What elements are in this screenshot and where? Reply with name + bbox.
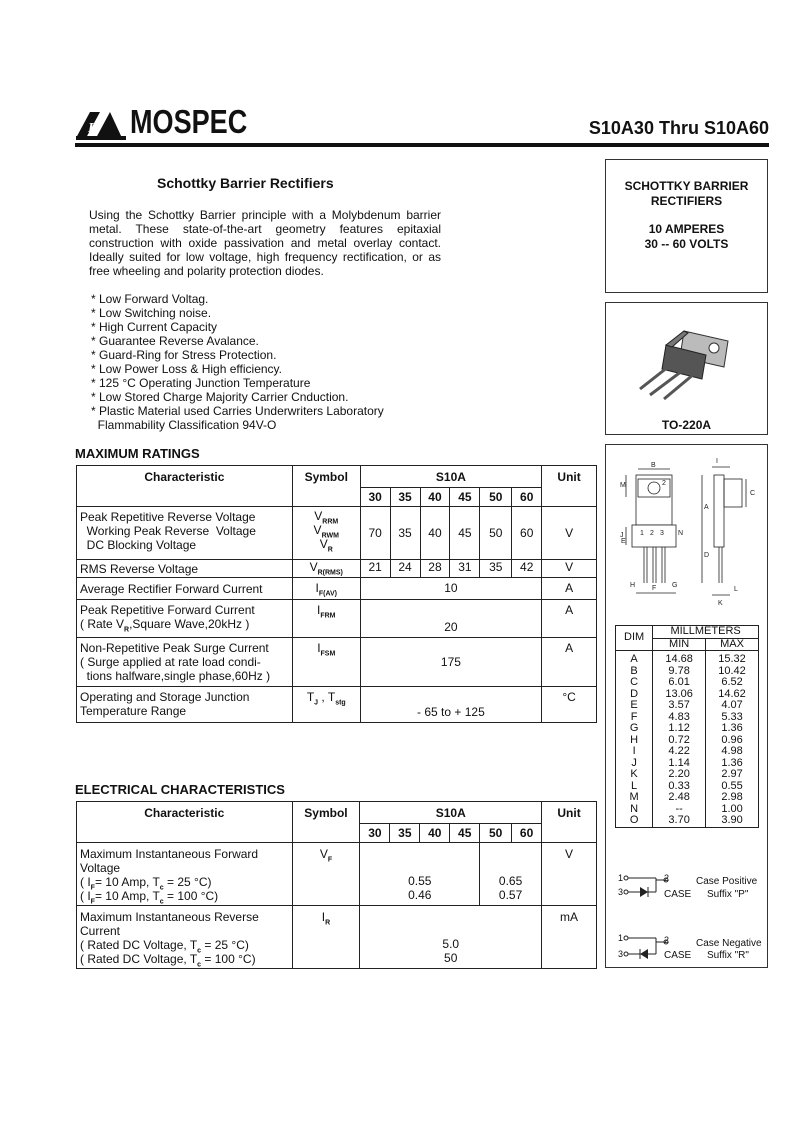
feature-item: * Guarantee Reverse Avalance.	[91, 334, 259, 348]
feature-item: * High Current Capacity	[91, 320, 218, 334]
dim-min: 0.72	[653, 735, 706, 747]
value-cell: 0.55	[408, 874, 432, 888]
characteristic-text: Non-Repetitive Peak Surge Current	[80, 641, 269, 655]
dim-max: 5.33	[706, 712, 759, 724]
svg-text:K: K	[718, 600, 723, 607]
unit-cell: A	[542, 638, 597, 687]
value-cell: 0.65	[498, 874, 523, 888]
value-cell: 5.0	[442, 937, 460, 951]
variant-header: 40	[420, 824, 450, 843]
dim-min: 1.12	[653, 723, 706, 735]
symbol-subscript: FSM	[320, 650, 336, 658]
symbol-text: , T	[318, 690, 336, 704]
symbol-text: I	[321, 910, 326, 924]
table-row	[77, 843, 597, 906]
condition-text: = 10 Amp, T	[94, 875, 160, 889]
pin-label: 2	[664, 873, 670, 883]
symbol-subscript: c	[197, 961, 202, 969]
part-range-title: S10A30 Thru S10A60	[588, 118, 769, 138]
suffix-p-label: Suffix "P"	[707, 889, 749, 900]
dim-min: 0.33	[653, 781, 706, 793]
dim-min: 2.48	[653, 792, 706, 804]
variant-header: 30	[360, 488, 390, 507]
variant-header: 50	[480, 824, 512, 843]
value-cell: - 65 to + 125	[360, 687, 542, 723]
page-title: Schottky Barrier Rectifiers	[157, 175, 334, 191]
mospec-logo-icon	[76, 108, 126, 140]
dimension-row	[616, 746, 759, 758]
dim-max: 1.36	[706, 723, 759, 735]
dimension-row	[616, 700, 759, 712]
svg-text:3: 3	[660, 530, 664, 537]
table-row	[77, 578, 597, 600]
millimeters-header: MILLMETERS	[653, 626, 759, 639]
characteristic-text: Operating and Storage Junction	[80, 690, 250, 704]
characteristic-text: ,Square Wave,20kHz )	[129, 617, 250, 631]
unit-cell: A	[542, 578, 597, 600]
pin-label: 1	[618, 873, 624, 883]
condition-text: ( Rated DC Voltage, T	[80, 938, 198, 952]
dim-max: 6.52	[706, 677, 759, 689]
condition-text: = 25 °C)	[163, 875, 212, 889]
dim-min: 13.06	[653, 689, 706, 701]
table-row	[77, 507, 597, 560]
characteristic-text: Working Peak Reverse Voltage	[80, 524, 256, 538]
feature-item: * Low Power Loss & High efficiency.	[91, 362, 282, 376]
dim-letter: L	[616, 781, 653, 793]
dim-letter: N	[616, 804, 653, 816]
dim-max: 2.97	[706, 769, 759, 781]
feature-list	[91, 292, 384, 432]
dim-min: 9.78	[653, 666, 706, 678]
value-cell: 35	[390, 507, 420, 560]
package-outline-diagram	[606, 445, 767, 615]
summary-box	[605, 159, 768, 293]
variant-header: 30	[360, 824, 390, 843]
dim-letter: J	[616, 758, 653, 770]
svg-text:M: M	[620, 482, 626, 489]
pin-label: 1	[618, 933, 624, 943]
table-row	[77, 638, 597, 687]
svg-text:2: 2	[650, 530, 654, 537]
pin-label: 3	[618, 887, 624, 897]
max-col-header: MAX	[706, 638, 759, 651]
feature-item: * Low Stored Charge Majority Carrier Cnduction.	[91, 390, 349, 404]
symbol-text: I	[315, 581, 319, 595]
symbol-subscript: R	[327, 546, 333, 554]
package-box	[605, 302, 768, 435]
symbol-text: V	[309, 560, 318, 574]
svg-text:B: B	[651, 462, 656, 469]
feature-item: * Low Forward Voltag.	[91, 292, 209, 306]
symbol-subscript: stg	[335, 699, 346, 707]
unit-cell: V	[542, 560, 597, 578]
dim-max: 1.00	[706, 804, 759, 816]
col-group: S10A	[360, 466, 542, 488]
value-cell: 28	[420, 560, 450, 578]
symbol-subscript: c	[159, 884, 164, 892]
symbol-text: T	[306, 690, 315, 704]
col-symbol: Symbol	[292, 466, 360, 507]
col-unit: Unit	[542, 802, 597, 843]
dim-min: 6.01	[653, 677, 706, 689]
variant-header: 45	[450, 824, 480, 843]
symbol-subscript: R	[325, 919, 331, 927]
characteristic-text: ( Rate V	[80, 617, 125, 631]
case-positive-title: Case Positive	[696, 876, 758, 887]
symbol-subscript: RRM	[322, 518, 339, 526]
suffix-r-label: Suffix "R"	[707, 950, 749, 961]
symbol-subscript: R(RMS)	[317, 569, 343, 577]
unit-cell: mA	[542, 906, 597, 969]
brand-name: MOSPEC	[130, 103, 248, 140]
dim-letter: C	[616, 677, 653, 689]
value-cell: 0.57	[498, 888, 523, 902]
symbol-subscript: c	[159, 898, 164, 906]
unit-cell: V	[542, 843, 597, 906]
max-ratings-heading: MAXIMUM RATINGS	[75, 446, 200, 461]
unit-cell: A	[542, 600, 597, 638]
dim-min: 3.70	[653, 815, 706, 827]
feature-item: * Plastic Material used Carries Underwriters Laboratory	[91, 404, 384, 418]
characteristic-text: Maximum Instantaneous Reverse	[80, 910, 259, 924]
value-cell: 21	[360, 560, 390, 578]
dim-max: 10.42	[706, 666, 759, 678]
dim-min: 4.22	[653, 746, 706, 758]
dim-max: 15.32	[706, 651, 759, 666]
value-cell: 70	[360, 507, 390, 560]
max-ratings-table	[76, 465, 597, 723]
condition-text: = 100 °C)	[163, 889, 219, 903]
dimension-row	[616, 723, 759, 735]
dim-letter: H	[616, 735, 653, 747]
case-label: CASE	[664, 950, 692, 961]
value-cell: 60	[512, 507, 542, 560]
symbol-subscript: c	[197, 947, 202, 955]
svg-text:D: D	[704, 552, 710, 559]
characteristic-text: DC Blocking Voltage	[80, 538, 197, 552]
value-cell: 40	[420, 507, 450, 560]
electrical-table	[76, 801, 597, 969]
value-cell: 24	[390, 560, 420, 578]
dim-letter: O	[616, 815, 653, 827]
value-cell: 50	[480, 507, 512, 560]
svg-text:1: 1	[640, 530, 644, 537]
dim-letter: M	[616, 792, 653, 804]
dim-letter: D	[616, 689, 653, 701]
dimension-row	[616, 815, 759, 827]
characteristic-text: Maximum Instantaneous Forward	[80, 847, 259, 861]
characteristic-text: Average Rectifier Forward Current	[77, 578, 293, 600]
characteristic-text: Voltage	[80, 861, 121, 875]
svg-text:A: A	[704, 504, 709, 511]
pin-label: 3	[618, 949, 624, 959]
characteristic-text: ( Surge applied at rate load condi-	[80, 655, 261, 669]
svg-text:H: H	[630, 582, 636, 589]
symbol-subscript: F(AV)	[318, 590, 337, 598]
svg-text:L: L	[734, 586, 738, 593]
summary-line: SCHOTTKY BARRIER	[624, 179, 749, 193]
case-label: CASE	[664, 889, 692, 900]
characteristic-text: Peak Repetitive Forward Current	[80, 603, 255, 617]
condition-text: = 100 °C)	[201, 952, 256, 966]
dimension-row	[616, 651, 759, 666]
summary-line: RECTIFIERS	[650, 194, 723, 208]
condition-text: ( I	[80, 875, 91, 889]
dim-letter: G	[616, 723, 653, 735]
value-cell: 45	[450, 507, 480, 560]
dim-max: 14.62	[706, 689, 759, 701]
electrical-heading: ELECTRICAL CHARACTERISTICS	[75, 782, 285, 797]
characteristic-text: Peak Repetitive Reverse Voltage	[80, 510, 256, 524]
dim-letter: K	[616, 769, 653, 781]
condition-text: ( I	[80, 889, 91, 903]
summary-line: 30 -- 60 VOLTS	[644, 237, 729, 251]
summary-line: 10 AMPERES	[648, 222, 725, 236]
characteristic-text: Temperature Range	[80, 704, 187, 718]
dim-letter: A	[616, 651, 653, 666]
value-cell: 35	[480, 560, 512, 578]
col-group: S10A	[360, 802, 542, 824]
feature-item: * 125 °C Operating Junction Temperature	[91, 376, 311, 390]
value-cell: 42	[512, 560, 542, 578]
dim-letter: I	[616, 746, 653, 758]
dim-min: 14.68	[653, 651, 706, 666]
value-cell: 50	[444, 951, 458, 965]
table-row	[77, 687, 597, 723]
svg-text:C: C	[750, 490, 756, 497]
symbol-text: V	[313, 523, 322, 537]
header-rule	[75, 143, 769, 147]
dim-letter: F	[616, 712, 653, 724]
feature-item: Flammability Classification 94V-O	[91, 418, 277, 432]
min-col-header: MIN	[653, 638, 706, 651]
dim-max: 0.96	[706, 735, 759, 747]
feature-item: * Guard-Ring for Stress Protection.	[91, 348, 277, 362]
dim-col-header: DIM	[616, 626, 653, 651]
pin-label: 2	[664, 935, 670, 945]
value-cell: 20	[360, 600, 542, 638]
dim-min: --	[653, 804, 706, 816]
svg-text:I: I	[716, 458, 718, 465]
symbol-subscript: FRM	[320, 612, 336, 620]
svg-text:E: E	[621, 538, 626, 545]
characteristic-text: Current	[80, 924, 121, 938]
variant-header: 45	[450, 488, 480, 507]
symbol-text: I	[316, 603, 321, 617]
symbol-text: V	[319, 847, 328, 861]
to220-package-icon	[606, 303, 767, 411]
value-cell: 31	[450, 560, 480, 578]
dimension-row	[616, 769, 759, 781]
col-characteristic: Characteristic	[77, 466, 293, 507]
characteristic-text: tions halfware,single phase,60Hz )	[80, 669, 271, 683]
dimension-row	[616, 792, 759, 804]
condition-text: = 10 Amp, T	[94, 889, 160, 903]
symbol-text: I	[317, 641, 321, 655]
symbol-text: V	[314, 509, 323, 523]
condition-text: = 25 °C)	[201, 938, 249, 952]
table-row	[77, 560, 597, 578]
svg-text:2: 2	[662, 480, 666, 487]
svg-text:J: J	[620, 532, 624, 539]
condition-text: ( Rated DC Voltage, T	[80, 952, 198, 966]
unit-cell: V	[542, 507, 597, 560]
svg-text:L: L	[88, 121, 97, 136]
dimension-row	[616, 677, 759, 689]
description-paragraph: Using the Schottky Barrier principle with a Molybdenum barrier metal. These state-of-the-art geometry features epitaxial construction with oxide passivation and metal overlay contact. Ideally suited for low voltage, high frequency rectification, or as free wheeling and polarity protection diodes.	[89, 208, 441, 278]
dim-max: 3.90	[706, 815, 759, 827]
col-symbol: Symbol	[292, 802, 360, 843]
dim-max: 4.98	[706, 746, 759, 758]
dim-max: 1.36	[706, 758, 759, 770]
characteristic-text: RMS Reverse Voltage	[77, 560, 293, 578]
symbol-subscript: R	[124, 626, 130, 634]
case-negative-title: Case Negative	[696, 938, 762, 949]
variant-header: 60	[512, 824, 542, 843]
dim-max: 4.07	[706, 700, 759, 712]
dim-max: 2.98	[706, 792, 759, 804]
col-characteristic: Characteristic	[77, 802, 293, 843]
symbol-subscript: F	[90, 884, 95, 892]
svg-text:G: G	[672, 582, 678, 589]
value-cell: 0.46	[408, 888, 432, 902]
svg-text:F: F	[652, 585, 657, 592]
value-cell: 10	[360, 578, 542, 600]
outline-drawing-box	[605, 444, 768, 968]
symbol-subscript: F	[90, 898, 95, 906]
svg-text:N: N	[678, 530, 684, 537]
dim-max: 0.55	[706, 781, 759, 793]
dimension-table	[615, 625, 759, 828]
dim-min: 1.14	[653, 758, 706, 770]
dim-min: 3.57	[653, 700, 706, 712]
variant-header: 35	[390, 824, 420, 843]
table-row	[77, 906, 597, 969]
dim-letter: B	[616, 666, 653, 678]
table-row	[77, 600, 597, 638]
symbol-subscript: F	[327, 856, 333, 864]
feature-item: * Low Switching noise.	[91, 306, 212, 320]
variant-header: 50	[480, 488, 512, 507]
symbol-subscript: J	[314, 699, 319, 707]
value-cell: 175	[360, 638, 542, 687]
unit-cell: °C	[542, 687, 597, 723]
col-unit: Unit	[542, 466, 597, 507]
variant-header: 60	[512, 488, 542, 507]
symbol-text: V	[319, 537, 328, 551]
dim-letter: E	[616, 700, 653, 712]
symbol-subscript: RWM	[321, 532, 339, 540]
variant-header: 40	[420, 488, 450, 507]
dim-min: 4.83	[653, 712, 706, 724]
variant-header: 35	[390, 488, 420, 507]
package-label: TO-220A	[661, 418, 712, 432]
dim-min: 2.20	[653, 769, 706, 781]
